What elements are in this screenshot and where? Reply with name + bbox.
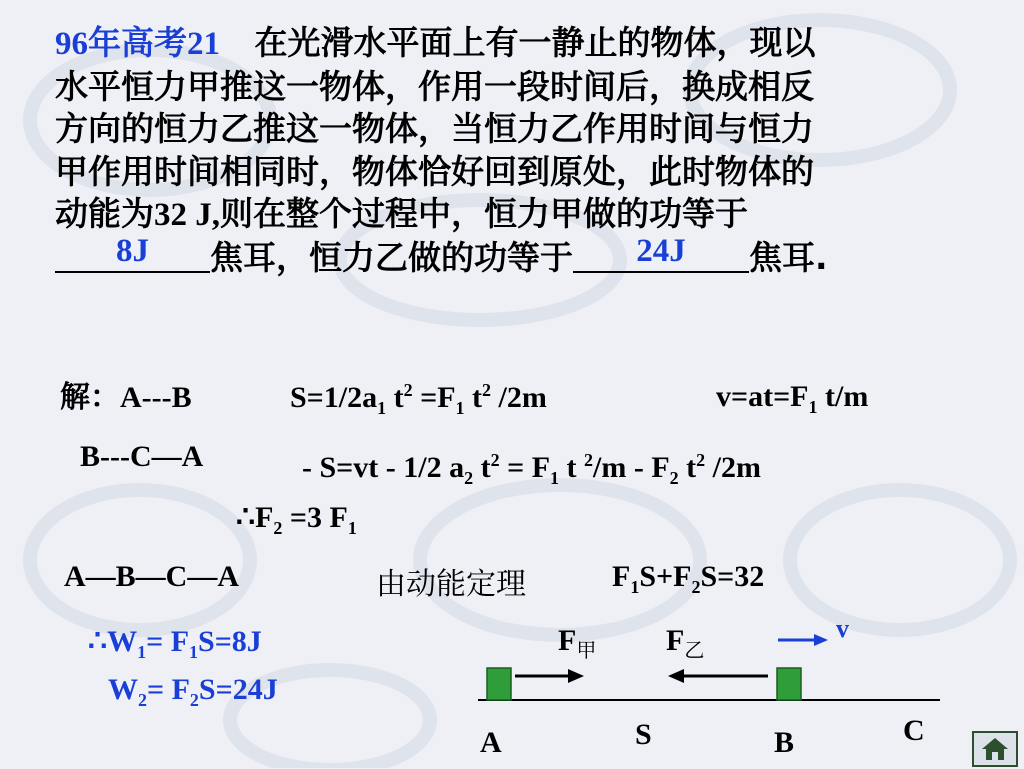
problem-tag: 96年高考21: [55, 26, 220, 62]
block-a: [487, 668, 511, 700]
problem-text: 在光滑水平面上有一静止的物体，现以: [254, 23, 816, 62]
work-1: $\therefore W_1= F_1S=8J$: [88, 625, 262, 662]
problem-line-4: 甲作用时间相同时，物体恰好回到原处，此时物体的: [55, 151, 814, 191]
problem-text: 焦耳，恒力乙做的功等于: [210, 237, 573, 277]
label-a: A: [480, 726, 502, 759]
problem-text: 焦耳.: [749, 237, 828, 277]
arrow-v-head: [814, 634, 828, 646]
segment-b-c-a: B---C—A: [80, 440, 204, 473]
label-f-jia: $F_甲$: [558, 624, 597, 662]
equation-2: $v=at=F_1$ t/m: [716, 380, 869, 417]
equation-1: $S=1/2a_1$ $t^2 =F_1$ $t^2$ /2m: [290, 380, 547, 418]
problem-line-3: 方向的恒力乙推这一物体，当恒力乙作用时间与恒力: [55, 109, 814, 148]
segment-a-b-c-a: A—B—C—A: [64, 560, 240, 593]
equation-5: $F_1S+F_2S=32$: [612, 560, 765, 597]
label-c: C: [903, 714, 925, 747]
equation-3: - S=vt - 1/2 $a_2$ $t^2 = F_1$ t $^2/m - F_2$ $t^2$ /2m: [302, 450, 761, 488]
problem-text: 则在整个过程中，恒力甲做的功等于: [220, 194, 748, 233]
equation-4: $\therefore F_2 =3$ $F_1$: [236, 501, 357, 538]
label-f-yi: $F_乙$: [666, 624, 705, 662]
arrow-f-jia-head: [568, 669, 584, 683]
theorem-label: 由动能定理: [376, 567, 526, 602]
problem-line-2: 水平恒力甲推这一物体，作用一段时间后，换成相反: [55, 66, 814, 106]
home-icon: [974, 733, 1016, 765]
answer-2: 24J: [636, 232, 686, 269]
solution-label-text: 解：A---B: [60, 381, 192, 414]
answer-1: 8J: [116, 232, 149, 269]
work-2: $W_2= F_2S=24J$: [108, 673, 278, 710]
problem-text: 动能为: [55, 194, 154, 233]
label-v: v: [836, 614, 849, 643]
block-b: [777, 668, 801, 700]
label-s: S: [635, 718, 652, 751]
label-b: B: [774, 726, 795, 759]
problem-value: 32 J,: [154, 197, 220, 233]
arrow-f-yi-head: [668, 669, 684, 683]
home-button[interactable]: [972, 731, 1018, 767]
